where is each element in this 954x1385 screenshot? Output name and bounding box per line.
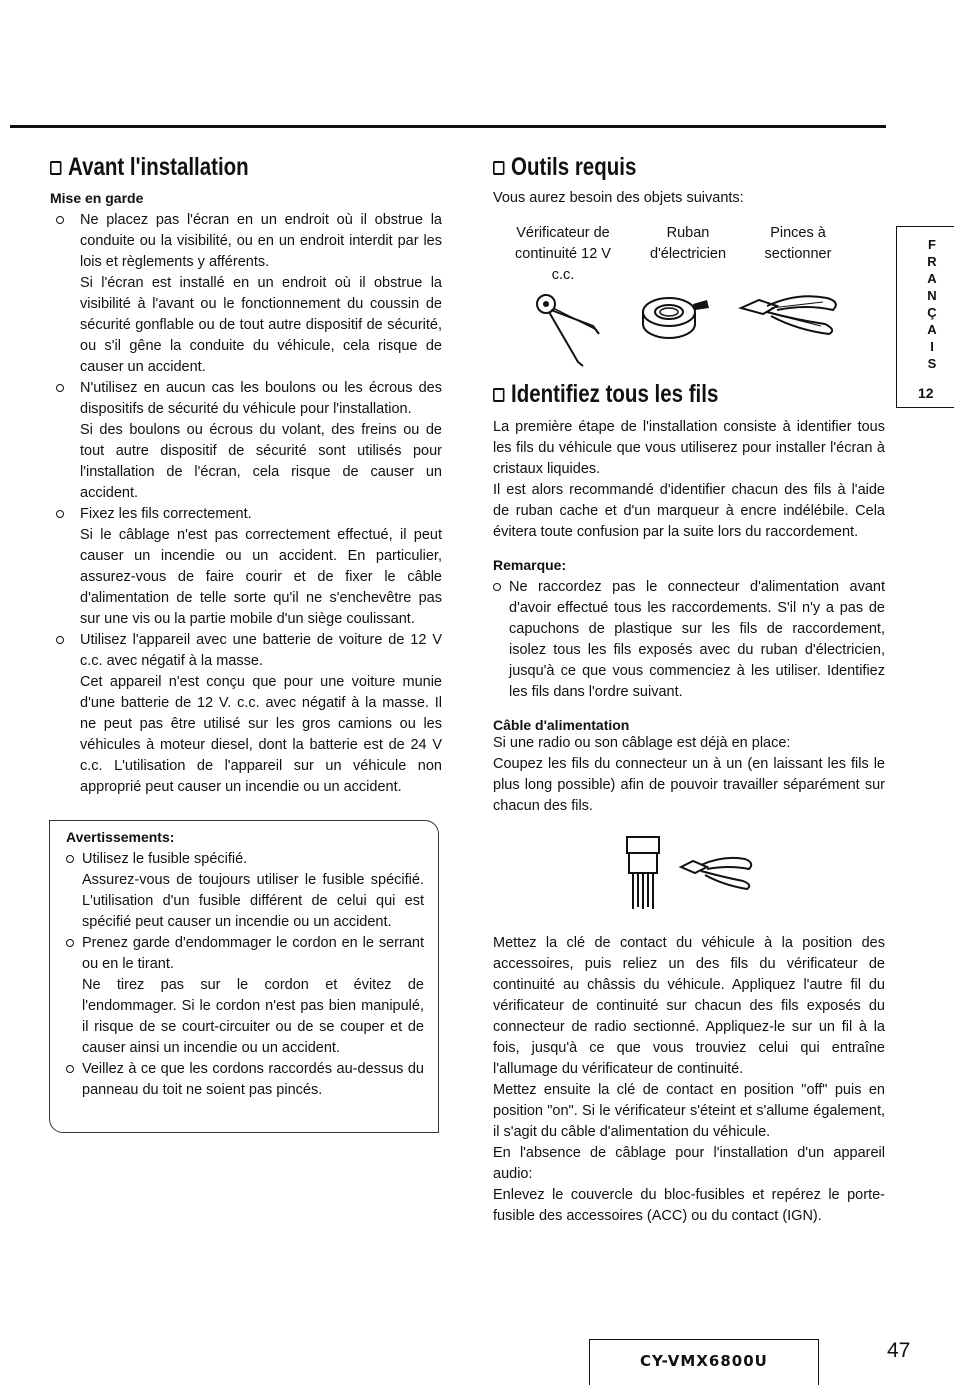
caution-item xyxy=(50,504,442,630)
bullet-icon xyxy=(66,1065,74,1073)
caution-detail: Si des boulons ou écrous du volant, des freins ou de tout autre dispositif de sécurité sont utilisés pour l'installation de l'écran, cela risque de causer un accident. xyxy=(80,422,442,501)
caution-text: Utilisez l'appareil avec une batterie de voiture de 12 V c.c. avec négatif à la masse. xyxy=(80,632,442,669)
checkbox-square-icon xyxy=(50,161,61,175)
caution-text: N'utilisez en aucun cas les boulons ou les écrous des dispositifs de sécurité du véhicule pour l'installation. xyxy=(80,380,442,417)
mise-en-garde-heading: Mise en garde xyxy=(50,190,144,206)
cable-paragraph-6: Enlevez le couvercle du bloc-fusibles et repérez le porte-fusible des accessoires (ACC) ou du contact (IGN). xyxy=(493,1187,885,1224)
warning-detail: Ne tirez pas sur le cordon et évitez de l'endommager. Si le cordon n'est pas bien manipulé, il risque de se court-circuiter ou de se couper et de causer ainsi un incendie ou un accident. xyxy=(82,977,424,1056)
tool-label: Pinces à sectionner xyxy=(764,225,832,262)
checkbox-square-icon xyxy=(493,161,504,175)
electrical-tape-icon xyxy=(635,290,715,350)
cable-heading: Câble d'alimentation xyxy=(493,717,630,733)
warning-item xyxy=(66,1059,424,1101)
caution-text: Ne placez pas l'écran en un endroit où il obstrue la conduite ou la visibilité, ou en un endroit interdit par les lois et règlements y afférents. xyxy=(80,212,442,270)
tools-list xyxy=(503,223,843,286)
cable-paragraph-5: En l'absence de câblage pour l'installation d'un appareil audio: xyxy=(493,1145,885,1182)
bullet-icon xyxy=(56,216,64,224)
warnings-box xyxy=(49,820,439,1133)
language-letter: A xyxy=(927,322,937,337)
section-title-identifiez: Identifiez tous les fils xyxy=(493,380,814,409)
cable-paragraph-3: Mettez la clé de contact du véhicule à la position des accessoires, puis reliez un des fils du vérificateur de continuité au châssis du véhicule. Appliquez l'autre fil du vérificateur de continuité sur chacun des fils exposés du connecteur de radio sectionné. Appliquez-le sur un fil à la fois, jusqu'à ce que vous trouviez celui qui entraîne l'allumage du vérificateur de continuité. xyxy=(493,935,885,1077)
section-title-avant: Avant l'installation xyxy=(50,153,371,182)
bullet-icon xyxy=(493,583,501,591)
language-letter: I xyxy=(930,339,934,354)
cable-illustration xyxy=(623,833,885,933)
warning-text: Veillez à ce que les cordons raccordés au-dessus du panneau du toit ne soient pas pincés. xyxy=(82,1061,424,1098)
language-letter: Ç xyxy=(927,305,937,320)
wire-cutter-icon xyxy=(737,290,847,340)
warning-item xyxy=(66,933,424,1059)
language-letter: R xyxy=(927,254,937,269)
tool-label: Vérificateur de continuité 12 V c.c. xyxy=(515,225,611,283)
caution-item xyxy=(50,630,442,798)
warning-text: Prenez garde d'endommager le cordon en le serrant ou en le tirant. xyxy=(82,935,424,972)
caution-item xyxy=(50,378,442,504)
caution-text: Fixez les fils correctement. xyxy=(80,506,252,522)
language-letter: F xyxy=(928,237,936,252)
tools-intro: Vous aurez besoin des objets suivants: xyxy=(493,190,744,206)
right-column xyxy=(493,153,885,1227)
bullet-icon xyxy=(56,384,64,392)
remarque-text: Ne raccordez pas le connecteur d'alimentation avant d'avoir effectué tous les raccordements. S'il n'y a pas de capuchons de plastique sur les fils de raccordement, isolez tous les fils exposés avec du ruban d'électricien, jusqu'à ce que vous commenciez à les utiliser. Identifiez les fils dans l'ordre suivant. xyxy=(509,579,885,700)
connector-icon xyxy=(623,833,669,913)
cable-paragraph-2: Coupez les fils du connecteur un à un (en laissant les fils le plus long possible) afin de pouvoir travailler séparément sur chacun des fils. xyxy=(493,756,885,814)
language-letter: N xyxy=(927,288,937,303)
left-column xyxy=(50,153,442,798)
checkbox-square-icon xyxy=(493,388,504,402)
top-rule xyxy=(10,125,886,128)
remarque-heading: Remarque: xyxy=(493,557,567,573)
tool-illustrations xyxy=(503,290,885,370)
continuity-tester-icon xyxy=(503,290,613,370)
caution-item xyxy=(50,210,442,378)
language-letter: S xyxy=(927,356,937,371)
caution-detail: Cet appareil n'est conçu que pour une voiture munie d'une batterie de 12 V. c.c. avec négatif à la masse. Il ne peut pas être utilisé sur les gros camions ou les véhicules à moteur diesel, dont la batterie est de 24 V c.c. L'utilisation de l'appareil sur un véhicule non approprié peut causer un incendie ou un accident. xyxy=(80,674,442,795)
section-title-outils: Outils requis xyxy=(493,153,814,182)
identify-paragraph-1: La première étape de l'installation consiste à identifier tous les fils du véhicule que vous utiliserez pour installer l'écran à cristaux liquides. xyxy=(493,419,885,477)
caution-detail: Si le câblage n'est pas correctement effectué, il peut causer un incendie ou un accident. En particulier, assurez-vous de faire courir et de fixer le câble d'alimentation de telle sorte qu'il ne s'enchevêtre pas sur une vis ou la partie mobile d'un siège coulissant. xyxy=(80,527,442,627)
bullet-icon xyxy=(56,510,64,518)
bullet-icon xyxy=(56,636,64,644)
cable-paragraph-1: Si une radio ou son câblage est déjà en place: xyxy=(493,735,791,751)
warnings-heading: Avertissements: xyxy=(66,829,175,845)
language-letters xyxy=(925,236,939,372)
wire-cutter-icon xyxy=(679,853,759,903)
cable-paragraph-4: Mettez ensuite la clé de contact en position "off" puis en position "on". Si le vérificateur s'éteint et s'allume également, il s'agit du câble d'alimentation du véhicule. xyxy=(493,1082,885,1140)
warning-detail: Assurez-vous de toujours utiliser le fusible spécifié. L'utilisation d'un fusible différent de celui qui est spécifié peut causer un incendie ou un accident. xyxy=(82,872,424,930)
model-number: CY-VMX6800U xyxy=(640,1352,768,1370)
tool-label: Ruban d'électricien xyxy=(649,225,727,262)
section-number: 12 xyxy=(918,385,934,401)
bullet-icon xyxy=(66,855,74,863)
bullet-icon xyxy=(66,939,74,947)
page-number: 47 xyxy=(887,1339,911,1362)
language-letter: A xyxy=(927,271,937,286)
warning-text: Utilisez le fusible spécifié. xyxy=(82,851,248,867)
remarque-item xyxy=(493,577,885,703)
warning-item xyxy=(66,849,424,933)
caution-detail: Si l'écran est installé en un endroit où il obstrue la visibilité à l'avant ou le fonctionnement du coussin de sécurité gonflable ou de tout autre dispositif de sécurité, ou s'il gêne la conduite du véhicule, cela risque de causer un accident. xyxy=(80,275,442,375)
identify-paragraph-2: Il est alors recommandé d'identifier chacun des fils à l'aide de ruban cache et d'un marqueur à encre indélébile. Cela évitera toute confusion par la suite lors du raccordement. xyxy=(493,482,885,540)
